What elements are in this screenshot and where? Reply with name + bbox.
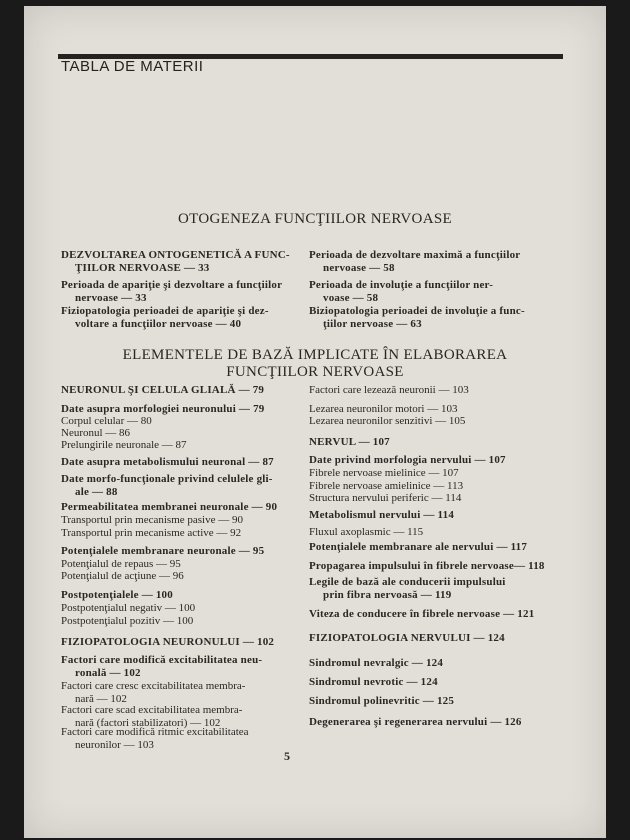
toc-entry-text: Date asupra metabolismului neuronal — 87 [61,456,274,468]
toc-entry [309,454,557,467]
toc-entry-text: Corpul celular — 80 [61,415,152,427]
toc-entry-text: Postpotenţialul negativ — 100 [61,602,196,614]
toc-entry [61,403,301,416]
toc-entry-text: Perioada de involuţie a funcţiilor ner- [309,279,494,291]
toc-entry [61,415,301,428]
toc-entry-text: Transportul prin mecanisme active — 92 [61,527,242,539]
toc-entry [61,726,301,751]
toc-entry-text: Potenţialul de repaus — 95 [61,558,181,570]
toc-entry-text: Date privind morfologia nervului — 107 [309,454,506,466]
toc-entry [61,654,301,679]
toc-entry-continuation: nervoase — 58 [323,261,395,274]
toc-entry [309,541,557,554]
toc-entry-text: Biziopatologia perioadei de involuţie a func- [309,305,525,317]
toc-entry-text: Legile de bază ale conducerii impulsului [309,576,506,588]
toc-entry-text: Potenţialele membranare neuronale — 95 [61,545,265,557]
toc-entry-continuation: ŢIILOR NERVOASE — 33 [75,261,210,274]
toc-entry [309,384,557,397]
toc-entry-text: NEURONUL ŞI CELULA GLIALĂ — 79 [61,384,265,396]
toc-entry-text: Factori care modifică ritmic excitabilitatea [61,726,249,738]
toc-entry [61,384,301,397]
toc-entry-text: Postpotenţialul pozitiv — 100 [61,615,194,627]
toc-entry [309,560,557,573]
toc-entry [309,467,557,480]
toc-entry [61,473,301,498]
toc-entry [61,279,301,304]
toc-entry [61,427,301,440]
toc-entry [61,680,301,705]
part-title-otogeneza: OTOGENEZA FUNCŢIILOR NERVOASE [178,211,452,227]
toc-entry-text: Prelungirile neuronale — 87 [61,439,187,451]
toc-entry [61,636,301,649]
toc-entry [309,279,557,304]
toc-entry [309,480,557,493]
toc-entry-text: Factori care modifică excitabilitatea neu- [61,654,263,666]
toc-entry-continuation: nară — 102 [75,692,127,705]
toc-entry [61,249,301,274]
toc-entry [309,305,557,330]
page-number: 5 [284,749,290,763]
part-title-elemente-line2: FUNCŢIILOR NERVOASE [226,364,404,380]
toc-entry-continuation: ronală — 102 [75,666,141,679]
toc-entry [309,415,557,428]
toc-entry [309,492,557,505]
toc-entry-text: Factori care cresc excitabilitatea membra- [61,680,246,692]
toc-entry-text: Perioada de dezvoltare maximă a funcţiilor [309,249,521,261]
page-title: TABLA DE MATERII [61,58,204,75]
toc-entry [61,602,301,615]
toc-entry-continuation: ale — 88 [75,485,118,498]
toc-entry [309,676,557,689]
toc-entry [61,439,301,452]
toc-entry [61,501,301,514]
toc-entry-text: FIZIOPATOLOGIA NEURONULUI — 102 [61,636,275,648]
toc-entry-text: Sindromul nevralgic — 124 [309,657,444,669]
toc-entry [61,456,301,469]
toc-entry-continuation: nervoase — 33 [75,291,147,304]
toc-entry-text: Sindromul polinevritic — 125 [309,695,455,707]
toc-entry [61,527,301,540]
toc-entry-text: DEZVOLTAREA ONTOGENETICĂ A FUNC- [61,249,290,261]
toc-entry-text: Factori care scad excitabilitatea membra- [61,704,243,716]
toc-entry [61,615,301,628]
toc-entry-text: Factori care lezează neuronii — 103 [309,384,469,396]
toc-entry-text: Permeabilitatea membranei neuronale — 90 [61,501,278,513]
toc-entry [61,514,301,527]
toc-entry-text: Transportul prin mecanisme pasive — 90 [61,514,243,526]
toc-entry-text: Viteza de conducere în fibrele nervoase — 121 [309,608,535,620]
toc-entry-text: Perioada de apariţie şi dezvoltare a funcţiilor [61,279,283,291]
toc-entry [309,576,557,601]
toc-entry [309,526,557,539]
toc-entry-text: Fibrele nervoase amielinice — 113 [309,480,464,492]
toc-entry-text: Date morfo-funcţionale privind celulele gli- [61,473,273,485]
part-title-elemente-line1: ELEMENTELE DE BAZĂ IMPLICATE ÎN ELABORAREA [122,347,508,363]
toc-entry-continuation: voltare a funcţiilor nervoase — 40 [75,317,242,330]
toc-entry-text: Degenerarea şi regenerarea nervului — 126 [309,716,522,728]
toc-entry [61,545,301,558]
toc-entry-text: Propagarea impulsului în fibrele nervoase— 118 [309,560,545,572]
toc-entry [309,657,557,670]
toc-entry [61,558,301,571]
toc-entry-text: Date asupra morfologiei neuronului — 79 [61,403,265,415]
toc-entry [61,570,301,583]
toc-entry [309,436,557,449]
toc-entry [309,695,557,708]
toc-entry-text: Fiziopatologia perioadei de apariţie şi dez- [61,305,269,317]
toc-entry [309,403,557,416]
toc-entry-continuation: voase — 58 [323,291,379,304]
toc-entry-text: NERVUL — 107 [309,436,390,448]
toc-entry-text: Lezarea neuronilor senzitivi — 105 [309,415,466,427]
toc-entry-text: Fibrele nervoase mielinice — 107 [309,467,459,479]
toc-entry [309,249,557,274]
book-page [24,6,606,838]
toc-entry-text: Metabolismul nervului — 114 [309,509,455,521]
toc-entry-continuation: ţiilor nervoase — 63 [323,317,422,330]
toc-entry-text: Postpotenţialele — 100 [61,589,173,601]
toc-entry-text: Neuronul — 86 [61,427,131,439]
toc-entry [309,608,557,621]
toc-entry [309,509,557,522]
toc-entry-text: Potenţialele membranare ale nervului — 117 [309,541,528,553]
toc-entry-text: Structura nervului periferic — 114 [309,492,462,504]
toc-entry-text: Lezarea neuronilor motori — 103 [309,403,458,415]
toc-entry-continuation: nară (factori stabilizatori) — 102 [75,716,221,729]
toc-entry-text: Potenţialul de acţiune — 96 [61,570,184,582]
toc-entry-continuation: neuronilor — 103 [75,738,154,751]
toc-entry-continuation: prin fibra nervoasă — 119 [323,588,452,601]
toc-entry-text: Sindromul nevrotic — 124 [309,676,438,688]
toc-entry [61,589,301,602]
toc-entry [61,305,301,330]
toc-entry [309,716,557,729]
toc-entry [309,632,557,645]
toc-entry-text: Fluxul axoplasmic — 115 [309,526,424,538]
toc-entry-text: FIZIOPATOLOGIA NERVULUI — 124 [309,632,505,644]
